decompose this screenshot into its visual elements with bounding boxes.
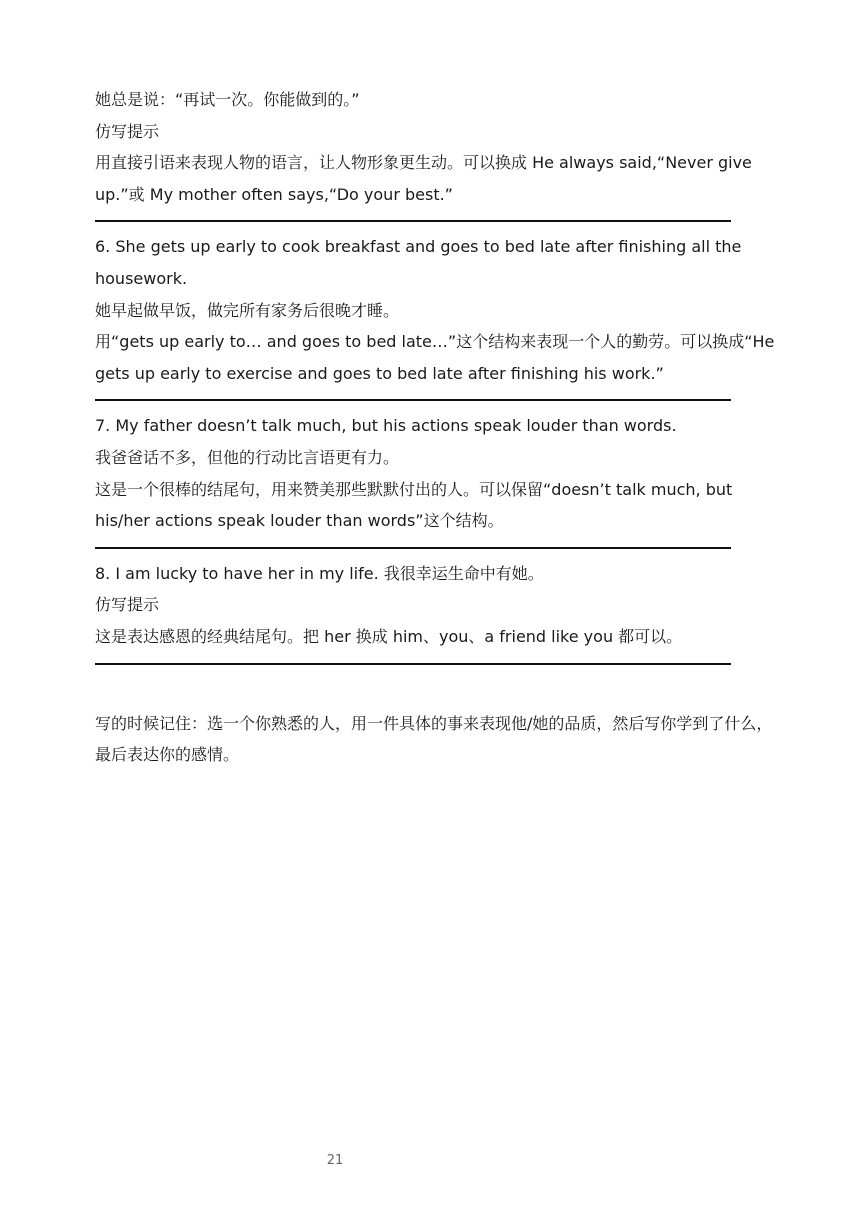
writing-line [95, 663, 731, 665]
example-sentence-translation: 她总是说：“再试一次。你能做到的。” [95, 90, 360, 109]
tip-text: 用直接引语来表现人物的语言，让人物形象更生动。可以换成 He always said,“Never give up.”或 My mother often says,“Do your best.” [95, 153, 752, 204]
tip-text: 用“gets up early to… and goes to bed late…”这个结构来表现一个人的勤劳。可以换成“He gets up early to exercise and goes to bed late after finishing his work.” [95, 332, 775, 383]
writing-line [95, 547, 731, 549]
spacer [95, 674, 775, 708]
tip-text: 这是表达感恩的经典结尾句。把 her 换成 him、you、a friend like you 都可以。 [95, 626, 683, 646]
document-body [95, 84, 775, 771]
example-sentence: 6. She gets up early to cook breakfast and goes to bed late after finishing all the housework. [95, 237, 742, 288]
writing-line [95, 220, 731, 222]
tip-block-8 [95, 558, 775, 653]
tip-heading: 仿写提示 [95, 121, 160, 141]
tip-text: 这是一个很棒的结尾句，用来赞美那些默默付出的人。可以保留“doesn’t talk much, but his/her actions speak louder than words”这个结构。 [95, 479, 733, 531]
example-sentence-translation: 我爸爸话不多，但他的行动比言语更有力。 [95, 447, 400, 467]
example-sentence: 7. My father doesn’t talk much, but his actions speak louder than words. [95, 416, 677, 436]
tip-heading: 仿写提示 [95, 595, 160, 615]
example-sentence: 8. I am lucky to have her in my life. 我很幸运生命中有她。 [95, 563, 544, 583]
tip-block-7 [95, 410, 775, 536]
example-sentence-translation: 她早起做早饭，做完所有家务后很晚才睡。 [95, 300, 400, 320]
closing-note: 写的时候记住：选一个你熟悉的人，用一件具体的事来表现他/她的品质，然后写你学到了什么，最后表达你的感情。 [95, 713, 773, 765]
tip-block-5 [95, 84, 775, 210]
page-number: 21 [326, 1153, 344, 1168]
writing-line [95, 399, 731, 401]
tip-block-6 [95, 231, 775, 389]
